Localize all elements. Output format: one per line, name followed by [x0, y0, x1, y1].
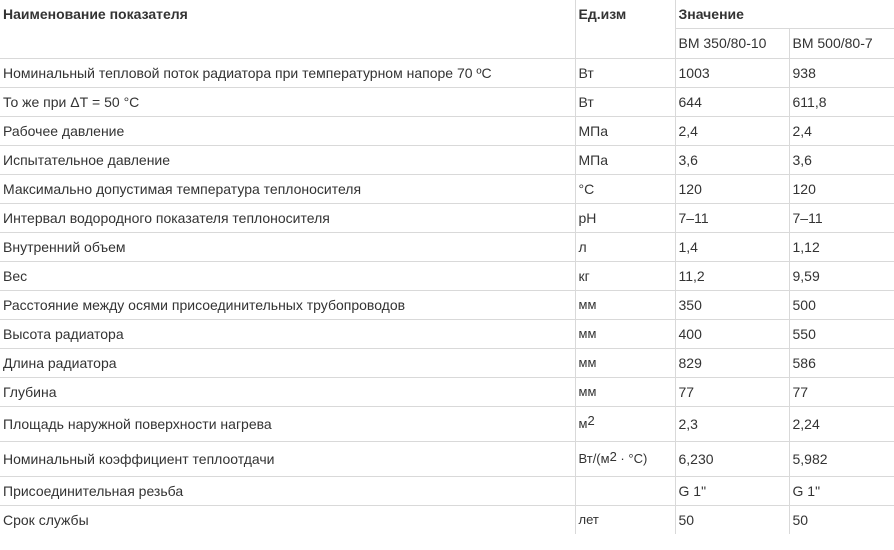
param-unit: МПа [575, 145, 675, 174]
model-2-value: 9,59 [789, 261, 894, 290]
model-2-value: 2,24 [789, 406, 894, 441]
param-unit: мм [575, 348, 675, 377]
model-2-value: 50 [789, 505, 894, 534]
table-row [0, 505, 894, 534]
param-unit: мм [575, 319, 675, 348]
model-2-value: G 1" [789, 476, 894, 505]
table-row [0, 203, 894, 232]
model-1-value: 120 [675, 174, 789, 203]
model-1-value: 50 [675, 505, 789, 534]
unit-superscript: 2 [587, 413, 595, 429]
unit-base: м [578, 416, 588, 432]
table-row [0, 476, 894, 505]
param-unit: кг [575, 261, 675, 290]
model-1-value: 400 [675, 319, 789, 348]
model-2-value: 5,982 [789, 441, 894, 476]
table-row [0, 145, 894, 174]
model-1-value: 77 [675, 377, 789, 406]
table-row [0, 116, 894, 145]
header-value-cell: Значение [675, 0, 894, 28]
param-unit: мм [575, 377, 675, 406]
param-unit: pH [575, 203, 675, 232]
model-2-value: 1,12 [789, 232, 894, 261]
param-name: Номинальный коэффициент теплоотдачи [0, 441, 575, 476]
table-row [0, 87, 894, 116]
model-1-value: 2,4 [675, 116, 789, 145]
model-2-value: 77 [789, 377, 894, 406]
param-name: Вес [0, 261, 575, 290]
table-row [0, 377, 894, 406]
param-unit: МПа [575, 116, 675, 145]
model-2-value: 938 [789, 58, 894, 87]
param-unit [575, 476, 675, 505]
model-2-value: 7–11 [789, 203, 894, 232]
model-1-value: G 1" [675, 476, 789, 505]
table-row [0, 290, 894, 319]
model-2-value: 500 [789, 290, 894, 319]
header-unit-cell: Ед.изм [575, 0, 675, 58]
param-name: Рабочее давление [0, 116, 575, 145]
model-1-value: 829 [675, 348, 789, 377]
table-row [0, 319, 894, 348]
param-unit: °С [575, 174, 675, 203]
param-name: Площадь наружной поверхности нагрева [0, 406, 575, 441]
param-name: Испытательное давление [0, 145, 575, 174]
param-unit: л [575, 232, 675, 261]
table-row [0, 406, 894, 441]
model-2-value: 2,4 [789, 116, 894, 145]
param-name: Высота радиатора [0, 319, 575, 348]
param-unit: Вт [575, 87, 675, 116]
table-row [0, 348, 894, 377]
param-unit: лет [575, 505, 675, 534]
param-unit [575, 406, 675, 441]
unit-suffix: · °С) [616, 451, 648, 466]
model-2-value: 120 [789, 174, 894, 203]
model-1-value: 1003 [675, 58, 789, 87]
model-1-value: 7–11 [675, 203, 789, 232]
model-1-value: 350 [675, 290, 789, 319]
model-1-value: 11,2 [675, 261, 789, 290]
model-2-value: 586 [789, 348, 894, 377]
param-name: Номинальный тепловой поток радиатора при температурном напоре 70 ºС [0, 58, 575, 87]
table-row [0, 441, 894, 476]
model-2-value: 550 [789, 319, 894, 348]
param-name: Внутренний объем [0, 232, 575, 261]
model-2-value: 3,6 [789, 145, 894, 174]
table-header-row [0, 0, 894, 28]
model-1-value: 1,4 [675, 232, 789, 261]
header-name-cell: Наименование показателя [0, 0, 575, 58]
model-1-value: 3,6 [675, 145, 789, 174]
table-row [0, 232, 894, 261]
table-row [0, 58, 894, 87]
param-name: Максимально допустимая температура теплоносителя [0, 174, 575, 203]
model-2-value: 611,8 [789, 87, 894, 116]
param-name: Присоединительная резьба [0, 476, 575, 505]
param-unit: мм [575, 290, 675, 319]
param-name: Срок службы [0, 505, 575, 534]
table-row [0, 174, 894, 203]
unit-prefix: Вт/(м [578, 451, 610, 466]
param-unit [575, 441, 675, 476]
model-1-value: 6,230 [675, 441, 789, 476]
model-2-header: BM 500/80-7 [789, 28, 894, 58]
table-row [0, 261, 894, 290]
model-1-value: 2,3 [675, 406, 789, 441]
model-1-header: BM 350/80-10 [675, 28, 789, 58]
param-name: Глубина [0, 377, 575, 406]
param-name: Расстояние между осями присоединительных трубопроводов [0, 290, 575, 319]
param-name: Длина радиатора [0, 348, 575, 377]
param-unit: Вт [575, 58, 675, 87]
model-1-value: 644 [675, 87, 789, 116]
param-name: Интервал водородного показателя теплоносителя [0, 203, 575, 232]
param-name: То же при ΔТ = 50 °С [0, 87, 575, 116]
unit-superscript: 2 [609, 449, 617, 464]
